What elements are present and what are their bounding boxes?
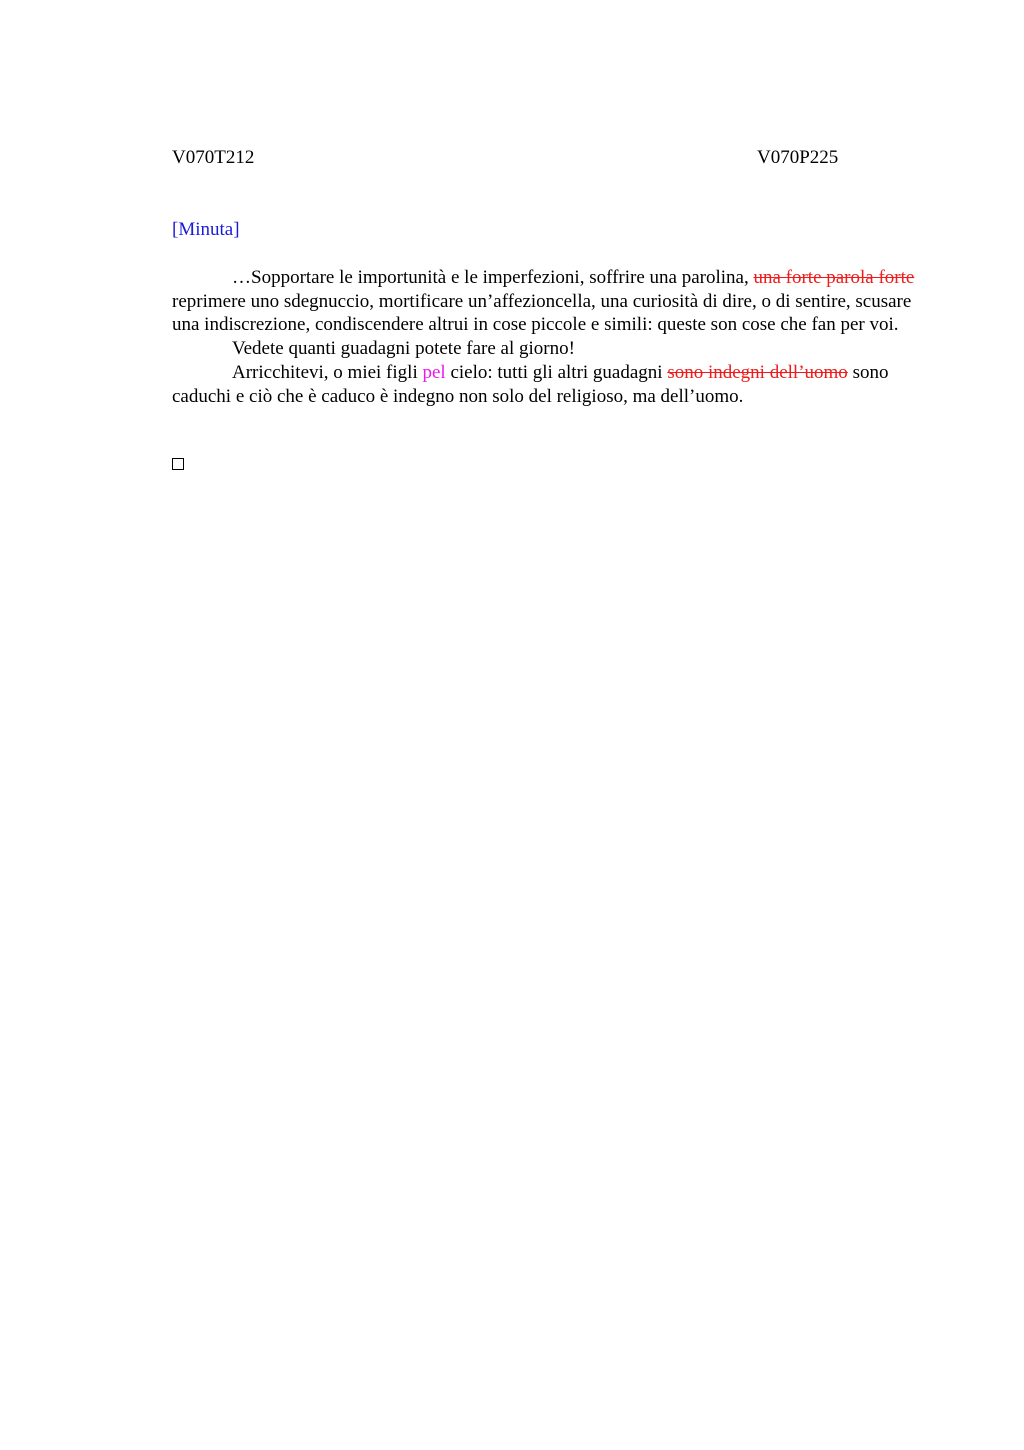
paragraph-3 (172, 361, 926, 408)
document-code-left: V070T212 (172, 147, 255, 168)
section-label: [Minuta] (172, 219, 240, 240)
paragraph-text: Arricchitevi, o miei figli (232, 361, 423, 383)
inserted-text: pel (422, 361, 446, 383)
empty-square-icon (172, 458, 184, 470)
paragraph-text: reprimere uno sdegnuccio, mortificare un’affezioncella, una curiosità di dire, o di sentire, scusare una indiscrezione, condiscendere altrui in cose piccole e simili: queste son cose che fan per voi. (172, 290, 912, 336)
paragraph-text: Vedete quanti guadagni potete fare al giorno! (232, 338, 575, 360)
deleted-text: una forte parola forte (753, 267, 915, 288)
paragraph-text: cielo: tutti gli altri guadagni (445, 361, 668, 383)
deleted-text: sono indegni dell’uomo (667, 361, 848, 383)
paragraph-2 (172, 337, 926, 361)
document-body (172, 266, 926, 408)
document-code-right: V070P225 (757, 147, 839, 168)
paragraph-text: …Sopportare le importunità e le imperfezioni, soffrire una parolina, (232, 267, 754, 288)
paragraph-text: sono caduchi e ciò che è caduco è indegno non solo del religioso, ma dell’uomo. (172, 361, 889, 407)
paragraph-1 (172, 266, 926, 337)
